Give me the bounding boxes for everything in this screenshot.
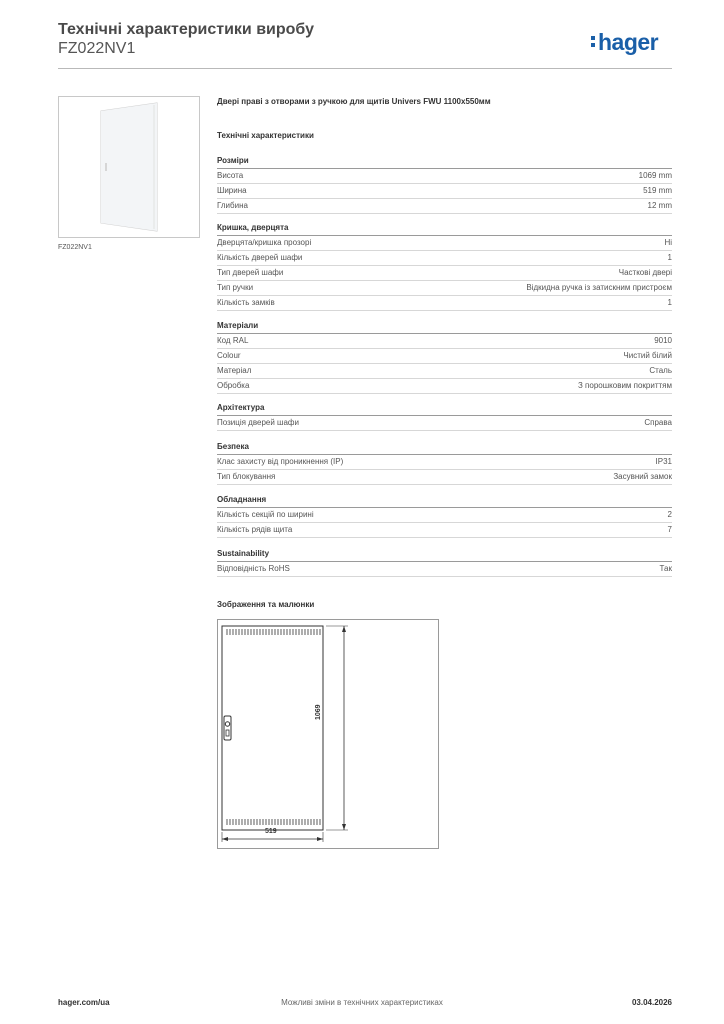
door-drawing [218,620,438,848]
spec-value: Чистий білий [623,351,672,360]
spec-row [217,266,672,281]
spec-row [217,523,672,538]
spec-value: З порошковим покриттям [578,381,672,390]
product-code: FZ022NV1 [58,40,136,57]
product-title: Двері праві з отворами з ручкою для щитів Univers FWU 1100x550мм [217,97,491,106]
section-title: Обладнання [217,493,672,508]
spec-label: Висота [217,171,244,180]
hager-logo[interactable] [591,27,658,57]
spec-value: Часткові двері [618,268,672,277]
spec-section-sustainability [217,547,672,577]
logo-text: hager [598,29,659,55]
spec-label: Тип блокування [217,472,276,481]
spec-row [217,349,672,364]
spec-value: Засувний замок [613,472,672,481]
header-divider [58,68,672,69]
spec-label: Глибина [217,201,248,210]
spec-label: Код RAL [217,336,249,345]
spec-label: Відповідність RoHS [217,564,290,573]
section-title: Матеріали [217,319,672,334]
spec-row [217,562,672,577]
section-title: Sustainability [217,547,672,562]
spec-section-architecture [217,401,672,431]
drawings-heading: Зображення та малюнки [217,600,315,609]
spec-value: Ні [664,238,672,247]
spec-value: 1069 mm [638,171,672,180]
spec-row [217,334,672,349]
section-title: Архітектура [217,401,672,416]
spec-label: Тип ручки [217,283,254,292]
spec-label: Кількість рядів щита [217,525,293,534]
spec-label: Позиція дверей шафи [217,418,299,427]
footer-website-link[interactable]: hager.com/ua [58,998,110,1007]
section-title: Безпека [217,440,672,455]
spec-label: Клас захисту від проникнення (IP) [217,457,344,466]
spec-section-safety [217,440,672,485]
spec-section-equipment [217,493,672,538]
spec-row [217,455,672,470]
spec-label: Ширина [217,186,247,195]
spec-value: 12 mm [647,201,672,210]
section-title: Розміри [217,154,672,169]
spec-label: Дверцята/кришка прозорі [217,238,312,247]
door-handle-icon [224,716,231,740]
spec-row [217,199,672,214]
spec-value: Справа [644,418,672,427]
logo-dots-icon [591,36,595,50]
spec-row [217,379,672,394]
image-caption: FZ022NV1 [58,244,92,251]
technical-drawing [217,619,439,849]
spec-value: 519 mm [643,186,672,195]
spec-value: IP31 [655,457,672,466]
spec-row [217,416,672,431]
spec-row [217,296,672,311]
spec-value: 7 [667,525,672,534]
spec-label: Кількість замків [217,298,275,307]
footer-date: 03.04.2026 [631,998,672,1007]
spec-label: Colour [217,351,241,360]
dimension-height-label: 1069 [315,704,322,720]
spec-value: Відкидна ручка із затискним пристроєм [526,283,672,292]
spec-section-dimensions [217,154,672,214]
spec-value: Сталь [649,366,672,375]
spec-value: 2 [667,510,672,519]
spec-row [217,251,672,266]
spec-section-materials [217,319,672,394]
spec-value: Так [659,564,672,573]
spec-value: 1 [667,298,672,307]
dimension-width-label: 519 [265,828,277,835]
spec-section-cover-door [217,221,672,311]
spec-row [217,184,672,199]
spec-label: Кількість секцій по ширині [217,510,314,519]
spec-value: 9010 [654,336,672,345]
cabinet-door-icon [59,97,199,237]
spec-value: 1 [667,253,672,262]
spec-row [217,236,672,251]
spec-label: Матеріал [217,366,252,375]
section-title: Кришка, дверцята [217,221,672,236]
spec-label: Кількість дверей шафи [217,253,303,262]
page-title: Технічні характеристики виробу [58,21,314,38]
spec-row [217,281,672,296]
product-image [58,96,200,238]
spec-row [217,364,672,379]
spec-row [217,169,672,184]
spec-label: Обробка [217,381,250,390]
spec-row [217,470,672,485]
spec-row [217,508,672,523]
spec-label: Тип дверей шафи [217,268,284,277]
footer-note: Можливі зміни в технічних характеристиках [281,998,443,1007]
tech-heading: Технічні характеристики [217,131,314,140]
